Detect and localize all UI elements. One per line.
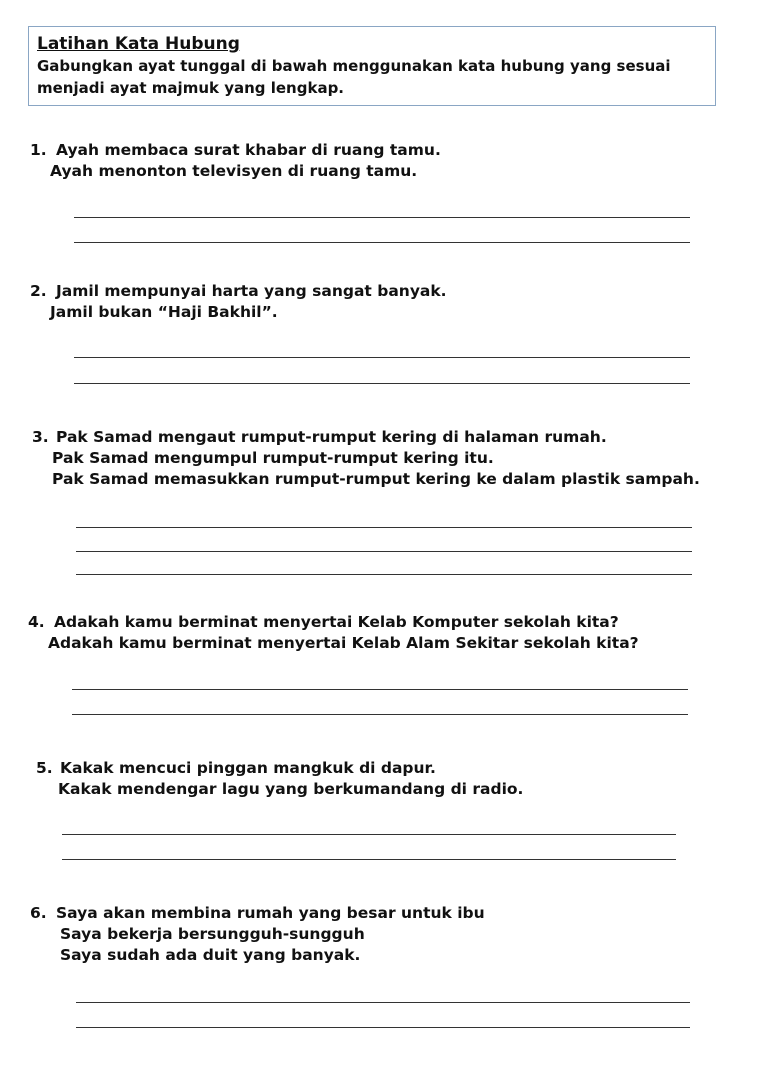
question-sentence: Adakah kamu berminat menyertai Kelab Komputer sekolah kita?	[54, 613, 619, 631]
question-number: 2.	[30, 282, 47, 300]
answer-line[interactable]	[74, 242, 690, 243]
question-sentence: Adakah kamu berminat menyertai Kelab Alam Sekitar sekolah kita?	[48, 634, 639, 652]
answer-line[interactable]	[74, 357, 690, 358]
question-sentence: Jamil mempunyai harta yang sangat banyak.	[56, 282, 447, 300]
instruction-box	[28, 26, 716, 106]
question-4	[28, 612, 639, 654]
answer-line[interactable]	[74, 217, 690, 218]
question-sentence: Ayah menonton televisyen di ruang tamu.	[50, 162, 418, 180]
question-sentence: Saya sudah ada duit yang banyak.	[60, 946, 361, 964]
answer-line[interactable]	[72, 714, 688, 715]
answer-line[interactable]	[62, 859, 676, 860]
question-sentence: Saya akan membina rumah yang besar untuk ibu	[56, 904, 485, 922]
question-sentence: Jamil bukan “Haji Bakhil”.	[50, 303, 278, 321]
question-sentence: Kakak mencuci pinggan mangkuk di dapur.	[60, 759, 436, 777]
question-number: 6.	[30, 904, 47, 922]
question-1	[30, 140, 441, 182]
question-sentence: Pak Samad memasukkan rumput-rumput kering ke dalam plastik sampah.	[52, 470, 700, 488]
answer-line[interactable]	[76, 1002, 690, 1003]
answer-line[interactable]	[76, 551, 692, 552]
answer-line[interactable]	[62, 834, 676, 835]
question-sentence: Pak Samad mengaut rumput-rumput kering di halaman rumah.	[56, 428, 607, 446]
question-sentence: Pak Samad mengumpul rumput-rumput kering itu.	[52, 449, 494, 467]
answer-line[interactable]	[76, 1027, 690, 1028]
answer-line[interactable]	[74, 383, 690, 384]
question-2	[30, 281, 447, 323]
question-number: 3.	[32, 428, 49, 446]
question-number: 5.	[36, 759, 53, 777]
question-sentence: Saya bekerja bersungguh-sungguh	[60, 925, 365, 943]
question-number: 1.	[30, 141, 47, 159]
question-3	[32, 427, 700, 490]
answer-line[interactable]	[76, 527, 692, 528]
answer-line[interactable]	[72, 689, 688, 690]
worksheet-title: Latihan Kata Hubung	[37, 34, 240, 54]
question-sentence: Ayah membaca surat khabar di ruang tamu.	[56, 141, 441, 159]
question-5	[36, 758, 523, 800]
worksheet-instruction: Gabungkan ayat tunggal di bawah menggunakan kata hubung yang sesuai menjadi ayat majmuk yang lengkap.	[37, 57, 671, 97]
question-6	[30, 903, 485, 966]
answer-line[interactable]	[76, 574, 692, 575]
question-sentence: Kakak mendengar lagu yang berkumandang di radio.	[58, 780, 524, 798]
question-number: 4.	[28, 613, 45, 631]
